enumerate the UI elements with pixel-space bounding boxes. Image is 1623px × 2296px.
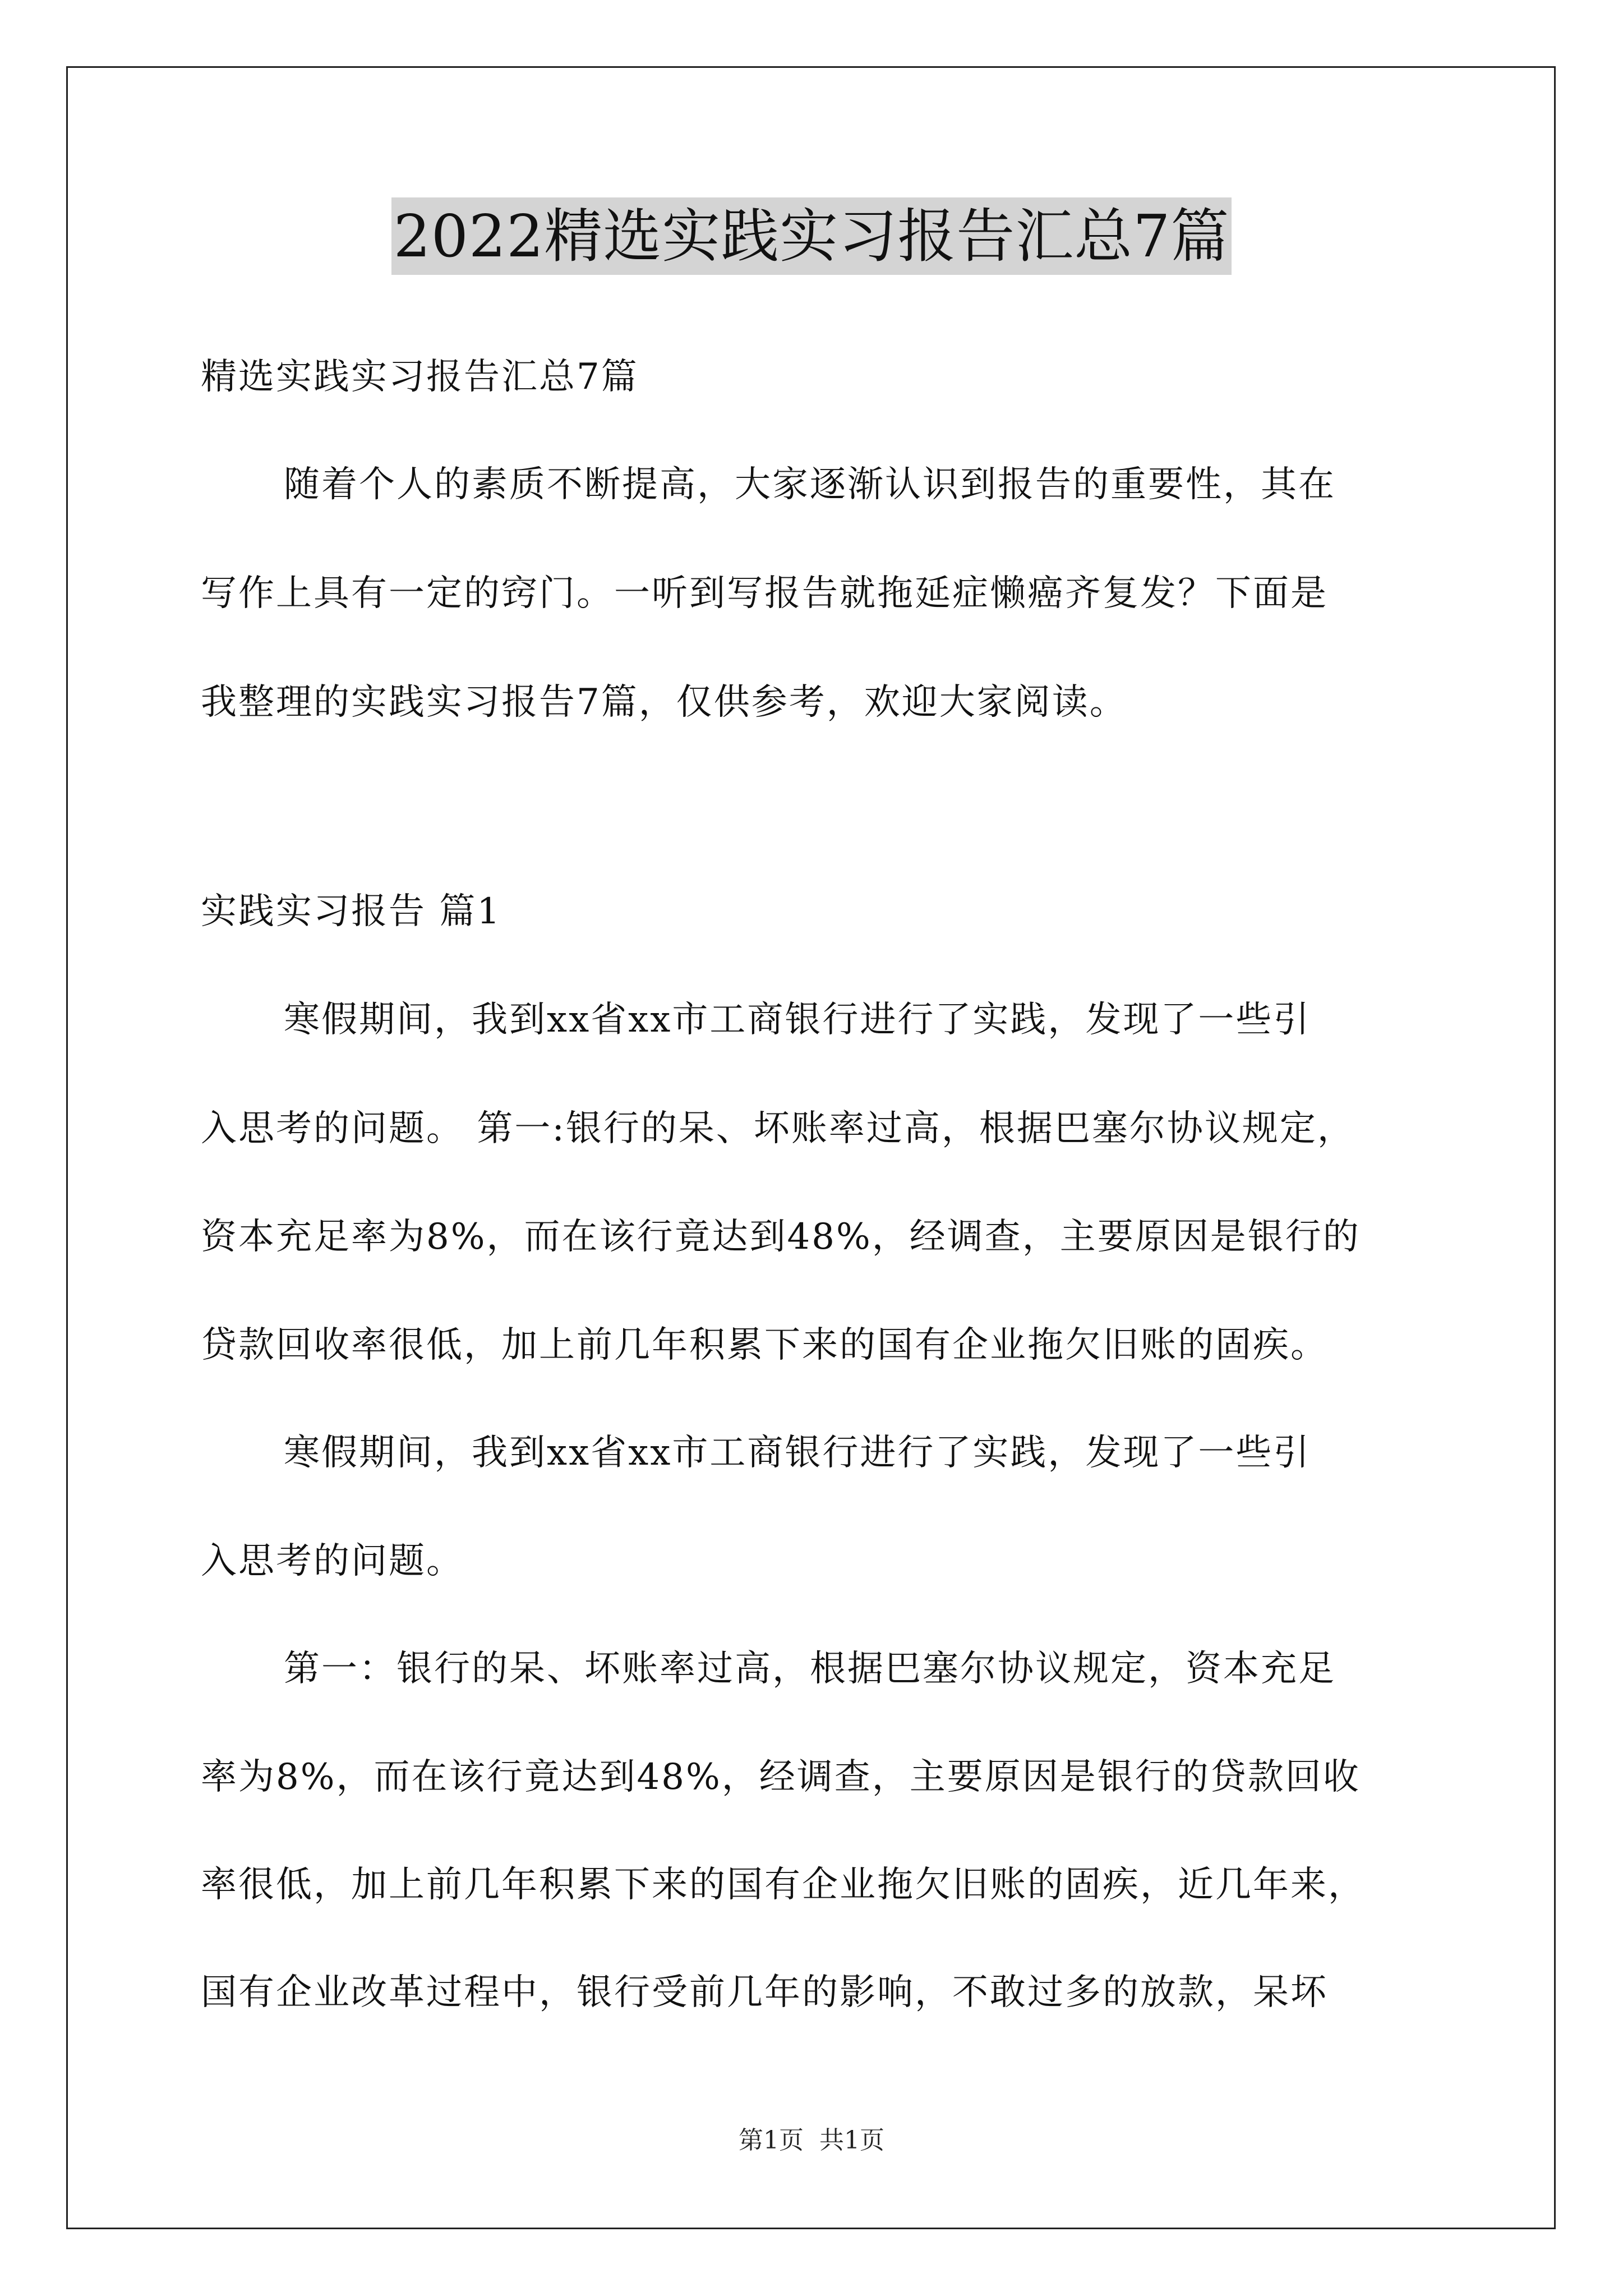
section-heading: 实践实习报告 篇1 (201, 891, 502, 932)
title-container (0, 197, 1623, 275)
page-footer (0, 2125, 1623, 2156)
paragraph-line: 贷款回收率很低，加上前几年积累下来的国有企业拖欠旧账的固疾。 (201, 1324, 1328, 1366)
paragraph-line: 入思考的问题。 (201, 1540, 464, 1582)
paragraph-line: 我整理的实践实习报告7篇，仅供参考，欢迎大家阅读。 (201, 682, 1127, 723)
page-number: 第1页 (739, 2126, 804, 2155)
paragraph-line: 寒假期间，我到xx省xx市工商银行进行了实践，发现了一些引 (284, 1432, 1311, 1474)
paragraph-line: 第一：银行的呆、坏账率过高，根据巴塞尔协议规定，资本充足 (284, 1648, 1336, 1690)
paragraph-line: 国有企业改革过程中，银行受前几年的影响，不敢过多的放款，呆坏 (201, 1972, 1328, 2013)
paragraph-line: 入思考的问题。 第一:银行的呆、坏账率过高，根据巴塞尔协议规定， (201, 1108, 1355, 1149)
paragraph-line: 资本充足率为8%，而在该行竟达到48%，经调查，主要原因是银行的 (201, 1216, 1361, 1258)
paragraph-line: 随着个人的素质不断提高，大家逐渐认识到报告的重要性，其在 (284, 464, 1336, 505)
document-title: 2022精选实践实习报告汇总7篇 (391, 197, 1232, 275)
paragraph-line: 率很低，加上前几年积累下来的国有企业拖欠旧账的固疾，近几年来， (201, 1864, 1366, 1906)
page-total: 共1页 (819, 2126, 884, 2155)
paragraph-line: 写作上具有一定的窍门。一听到写报告就拖延症懒癌齐复发？下面是 (201, 573, 1328, 614)
document-subtitle: 精选实践实习报告汇总7篇 (201, 356, 639, 398)
paragraph-line: 寒假期间，我到xx省xx市工商银行进行了实践，发现了一些引 (284, 999, 1311, 1041)
paragraph-line: 率为8%，而在该行竟达到48%，经调查，主要原因是银行的贷款回收 (201, 1756, 1361, 1798)
